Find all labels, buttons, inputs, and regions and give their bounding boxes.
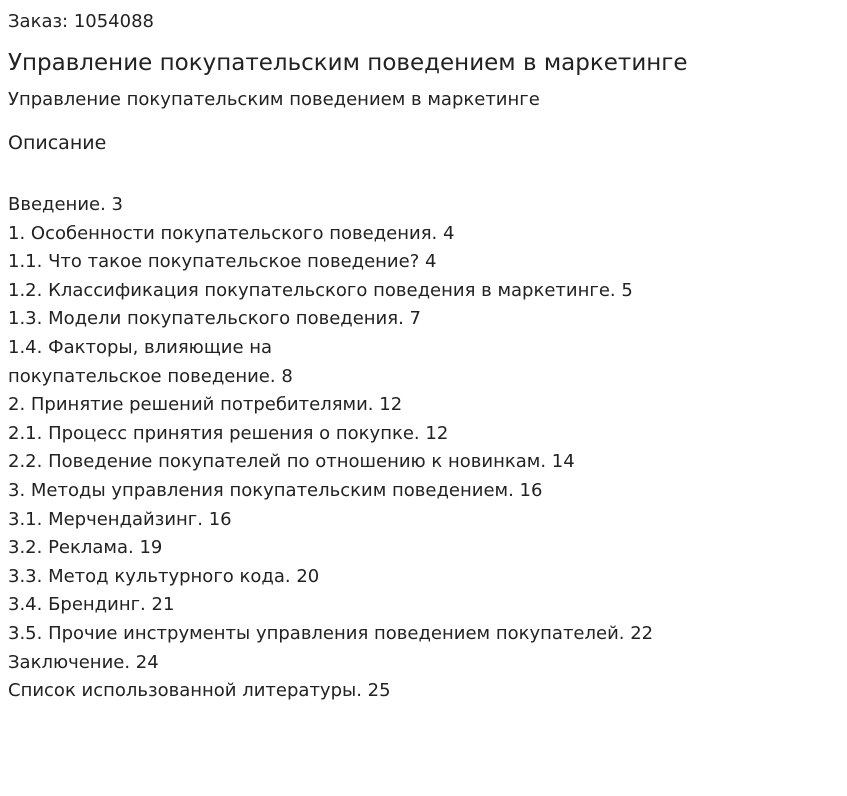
toc-item: 3.5. Прочие инструменты управления поведением покупателей. 22 (8, 622, 654, 644)
toc-item: Список использованной литературы. 25 (8, 680, 391, 702)
subtitle: Управление покупательским поведением в маркетинге (8, 89, 540, 110)
toc-item: Введение. 3 (8, 194, 123, 215)
toc-item: 1.3. Модели покупательского поведения. 7 (8, 308, 421, 330)
toc-item: 1.1. Что такое покупательское поведение? 4 (8, 251, 437, 273)
toc-item: Заключение. 24 (8, 651, 159, 673)
toc-item: 2.1. Процесс принятия решения о покупке. 12 (8, 422, 449, 444)
toc-item: покупательское поведение. 8 (8, 365, 293, 387)
page-title: Управление покупательским поведением в маркетинге (8, 50, 688, 76)
table-of-contents (8, 191, 653, 706)
toc-item: 3.3. Метод культурного кода. 20 (8, 565, 320, 587)
order-number: Заказ: 1054088 (8, 11, 154, 32)
toc-item: 3. Методы управления покупательским поведением. 16 (8, 479, 543, 501)
toc-item: 3.1. Мерчендайзинг. 16 (8, 508, 232, 530)
toc-item: 1.2. Классификация покупательского поведения в маркетинге. 5 (8, 279, 633, 301)
toc-item: 2. Принятие решений потребителями. 12 (8, 394, 403, 416)
description-heading: Описание (8, 132, 107, 154)
toc-item: 2.2. Поведение покупателей по отношению к новинкам. 14 (8, 451, 575, 473)
toc-item: 1. Особенности покупательского поведения. 4 (8, 222, 455, 244)
toc-item: 3.4. Брендинг. 21 (8, 594, 175, 616)
toc-item: 1.4. Факторы, влияющие на (8, 336, 273, 358)
toc-item: 3.2. Реклама. 19 (8, 537, 163, 559)
